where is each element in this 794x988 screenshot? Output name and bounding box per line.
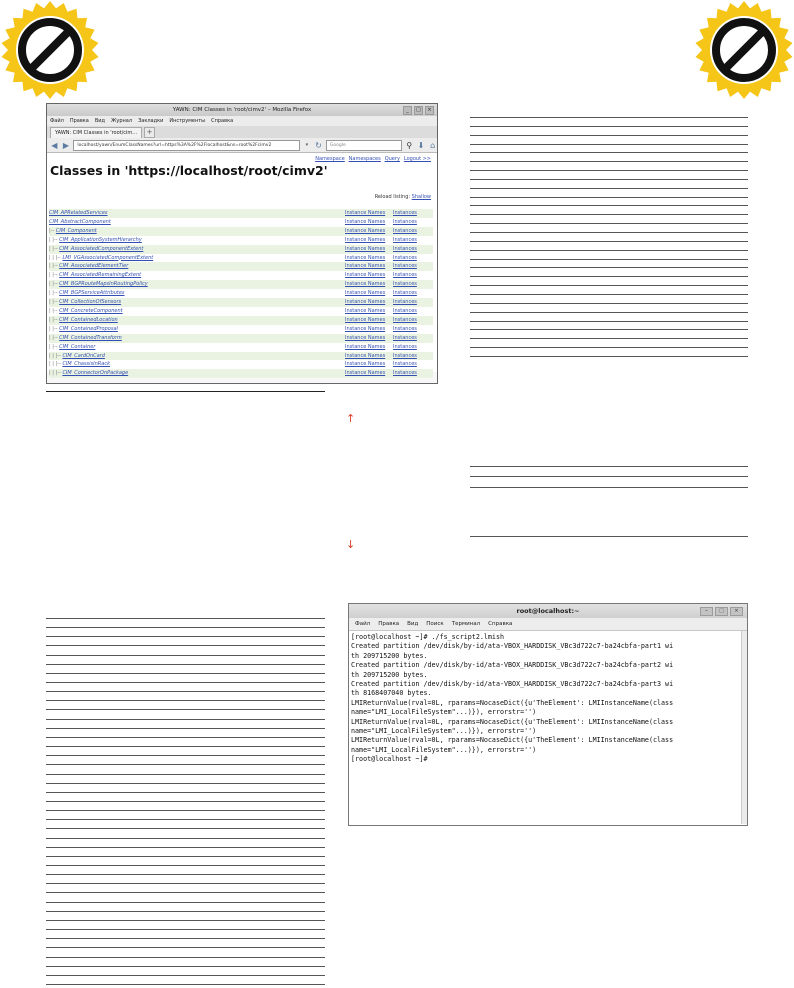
text-line	[470, 476, 748, 477]
page-title: Classes in 'https://localhost/root/cimv2'	[50, 163, 328, 178]
text-line	[46, 664, 325, 665]
tree-connector: | |--	[49, 307, 60, 314]
instance-names-link[interactable]: Instance Names	[345, 352, 393, 361]
terminal-line: LMIReturnValue(rval=0L, rparams=NocaseDict({u'TheElement': LMIInstanceName(class	[351, 698, 674, 707]
class-name-link[interactable]: CIM_BGPRouteMapsInRoutingPolicy	[59, 281, 148, 288]
text-line	[46, 920, 325, 921]
instances-link[interactable]: Instances	[393, 245, 433, 254]
maximize-icon[interactable]: □	[414, 106, 423, 115]
text-line	[46, 655, 325, 656]
text-line	[46, 838, 325, 839]
text-line	[46, 746, 325, 747]
text-line	[470, 197, 748, 198]
instance-names-link[interactable]: Instance Names	[345, 227, 393, 236]
class-row	[49, 360, 433, 369]
instances-link[interactable]: Instances	[393, 290, 417, 297]
terminal-menu-item[interactable]: Терминал	[451, 621, 481, 627]
text-line	[46, 865, 325, 866]
text-line	[470, 294, 748, 295]
class-name-link[interactable]: CIM_ContainedProposal	[59, 325, 118, 332]
terminal-menu-item[interactable]: Правка	[378, 621, 400, 627]
terminal-titlebar	[349, 604, 747, 618]
tree-connector: | | |--	[49, 352, 63, 359]
terminal-line: name="LMI_LocalFileSystem"...)}), errorstr='')	[351, 708, 537, 717]
top-link[interactable]: Logout >>	[403, 156, 431, 162]
class-row	[49, 227, 433, 236]
terminal-menu-item[interactable]: Вид	[407, 621, 419, 627]
class-name-link[interactable]: CIM_AbstractComponent	[49, 218, 111, 225]
tree-connector: | |--	[49, 343, 60, 350]
terminal-line: name="LMI_LocalFileSystem"...)}), errorstr='')	[351, 727, 537, 736]
top-link[interactable]: Query	[384, 156, 400, 162]
text-line	[46, 874, 325, 875]
text-line	[470, 179, 748, 180]
terminal-line: [root@localhost ~]#	[351, 755, 428, 764]
instance-names-link[interactable]: Instance Names	[345, 280, 393, 289]
minimize-icon[interactable]: –	[700, 607, 713, 616]
text-line	[46, 984, 325, 985]
browser-menu-item[interactable]: Вид	[94, 118, 105, 124]
browser-menu-item[interactable]: Инструменты	[169, 118, 206, 124]
class-row	[49, 245, 433, 254]
terminal-line: Created partition /dev/disk/by-id/ata-VBOX_HARDDISK_VBc3d722c7-ba24cbfa-part2 wi	[351, 661, 674, 670]
text-line	[470, 329, 748, 330]
text-line	[46, 728, 325, 729]
no-entry-badge-right	[694, 0, 794, 100]
text-line	[46, 966, 325, 967]
text-line	[470, 276, 748, 277]
terminal-menubar	[349, 618, 747, 631]
text-line	[470, 347, 748, 348]
class-row	[49, 334, 433, 343]
text-line	[470, 117, 748, 118]
instances-link[interactable]: Instances	[393, 307, 417, 314]
terminal-screenshot	[348, 603, 748, 826]
text-line	[470, 205, 748, 206]
text-line	[46, 774, 325, 775]
class-row	[49, 280, 433, 289]
search-icon[interactable]: ⚲	[406, 140, 413, 150]
text-line	[46, 636, 325, 637]
class-name-link[interactable]: CIM_APRelatedServices	[49, 210, 108, 216]
text-line	[470, 259, 748, 260]
text-line	[46, 929, 325, 930]
browser-titlebar	[47, 104, 437, 116]
browser-window-title: YAWN: CIM Classes in 'root/cimv2' – Mozilla Firefox	[172, 107, 312, 113]
terminal-menu-item[interactable]: Справка	[488, 621, 513, 627]
class-name-link[interactable]: CIM_Component	[55, 227, 97, 234]
class-row	[49, 343, 433, 352]
class-name-link[interactable]: LMI_VGAssociatedComponentExtent	[62, 254, 154, 261]
instances-link[interactable]: Instances	[393, 298, 433, 307]
text-line	[46, 975, 325, 976]
class-row	[49, 325, 433, 334]
reload-shallow-link[interactable]: Shallow	[411, 194, 431, 200]
top-links	[315, 156, 431, 162]
instances-link[interactable]: Instances	[393, 262, 433, 271]
text-line	[46, 957, 325, 958]
instance-names-link[interactable]: Instance Names	[345, 254, 386, 261]
terminal-line: Created partition /dev/disk/by-id/ata-VBOX_HARDDISK_VBc3d722c7-ba24cbfa-part3 wi	[351, 680, 674, 689]
class-row	[49, 369, 433, 378]
text-line	[46, 709, 325, 710]
tree-connector: | |--	[49, 316, 60, 323]
terminal-output[interactable]	[349, 631, 747, 765]
class-name-link[interactable]: CIM_BGPServiceAttributes	[59, 290, 125, 297]
text-line	[46, 819, 325, 820]
instances-link[interactable]: Instances	[393, 209, 433, 218]
instance-names-link[interactable]: Instance Names	[345, 343, 386, 350]
text-line	[46, 828, 325, 829]
terminal-menu-item[interactable]: Поиск	[426, 621, 444, 627]
class-row	[49, 262, 433, 271]
reload-listing	[375, 194, 431, 200]
class-name-link[interactable]: CIM_ConnectorOnPackage	[62, 370, 129, 377]
terminal-line: [root@localhost ~]# ./fs_script2.lmish	[351, 633, 504, 641]
text-line	[46, 902, 325, 903]
class-row	[49, 209, 433, 218]
instance-names-link[interactable]: Instance Names	[345, 361, 386, 368]
text-line	[470, 144, 748, 145]
terminal-line: Created partition /dev/disk/by-id/ata-VBOX_HARDDISK_VBc3d722c7-ba24cbfa-part1 wi	[351, 642, 674, 651]
terminal-line: th 209715200 bytes.	[351, 670, 428, 679]
class-row	[49, 254, 433, 263]
tree-connector: | |--	[49, 299, 60, 306]
text-line	[470, 223, 748, 224]
terminal-line: LMIReturnValue(rval=0L, rparams=NocaseDict({u'TheElement': LMIInstanceName(class	[351, 717, 674, 726]
tree-connector: |--	[49, 227, 56, 234]
text-line	[46, 682, 325, 683]
class-row	[49, 352, 433, 361]
class-name-link[interactable]: CIM_AssociatedComponentExtent	[59, 245, 144, 252]
text-line	[470, 487, 748, 488]
instances-link[interactable]: Instances	[393, 316, 433, 325]
text-line	[470, 338, 748, 339]
class-table	[49, 209, 433, 378]
tree-connector: | |--	[49, 245, 60, 252]
instances-link[interactable]: Instances	[393, 227, 433, 236]
class-name-link[interactable]: CIM_CardOnCard	[62, 352, 105, 359]
class-row	[49, 218, 433, 227]
instances-link[interactable]: Instances	[393, 361, 417, 368]
search-input[interactable]: Google	[326, 140, 402, 151]
instances-link[interactable]: Instances	[393, 254, 417, 261]
class-row	[49, 298, 433, 307]
tree-connector: | | |--	[49, 370, 63, 377]
browser-tab[interactable]: YAWN: CIM Classes in 'root/cim...	[50, 127, 142, 138]
text-line	[46, 810, 325, 811]
no-entry-badge-left	[0, 0, 100, 100]
tree-connector: | |--	[49, 290, 60, 297]
class-name-link[interactable]: CIM_AssociatedElementTier	[59, 263, 129, 270]
text-line	[46, 618, 325, 619]
text-line	[46, 645, 325, 646]
instance-names-link[interactable]: Instance Names	[345, 209, 393, 218]
text-line	[46, 911, 325, 912]
class-row	[49, 289, 433, 298]
instance-names-link[interactable]: Instance Names	[345, 325, 386, 332]
instance-names-link[interactable]: Instance Names	[345, 245, 393, 254]
reload-icon[interactable]: ↻	[315, 140, 322, 150]
class-name-link[interactable]: CIM_ConcreteComponent	[59, 307, 123, 314]
forward-icon[interactable]: ▶	[62, 140, 70, 150]
text-line	[46, 719, 325, 720]
text-line	[470, 356, 748, 357]
instances-link[interactable]: Instances	[393, 218, 417, 225]
browser-menu-item[interactable]: Справка	[211, 118, 234, 124]
text-line	[46, 883, 325, 884]
text-line	[470, 188, 748, 189]
url-bar[interactable]: localhost/yawn/EnumClassNames?url=https%3A%2F%2Flocalhost&ns=root%2Fcimv2	[73, 140, 299, 151]
close-icon[interactable]: ×	[425, 106, 434, 115]
no-entry-badge-icon	[694, 0, 794, 100]
text-line	[46, 755, 325, 756]
text-line	[46, 783, 325, 784]
terminal-title: root@localhost:~	[516, 607, 580, 615]
text-line	[470, 232, 748, 233]
terminal-line: name="LMI_LocalFileSystem"...)}), errorstr='')	[351, 745, 537, 754]
browser-page	[47, 153, 437, 377]
text-line	[470, 267, 748, 268]
terminal-line: th 8168407040 bytes.	[351, 689, 432, 698]
maximize-icon[interactable]: □	[715, 607, 728, 616]
instance-names-link[interactable]: Instance Names	[345, 316, 393, 325]
tree-connector: | | |--	[49, 254, 63, 261]
text-line	[470, 135, 748, 136]
class-name-link[interactable]: CIM_ContainedLocation	[59, 316, 118, 323]
text-line	[470, 466, 748, 467]
text-line	[46, 847, 325, 848]
text-line	[46, 673, 325, 674]
reload-label: Reload listing:	[374, 194, 411, 200]
text-line	[470, 321, 748, 322]
class-row	[49, 316, 433, 325]
class-row	[49, 236, 433, 245]
browser-menu-item[interactable]: Правка	[69, 118, 89, 124]
instance-names-link[interactable]: Instance Names	[345, 334, 393, 343]
terminal-line: th 209715200 bytes.	[351, 651, 428, 660]
text-line	[46, 938, 325, 939]
text-line	[46, 856, 325, 857]
text-line	[46, 764, 325, 765]
browser-menubar	[47, 116, 437, 126]
tree-connector: | |--	[49, 325, 60, 332]
terminal-menu-item[interactable]: Файл	[355, 621, 371, 627]
text-line	[470, 152, 748, 153]
no-entry-badge-icon	[0, 0, 100, 100]
instance-names-link[interactable]: Instance Names	[345, 298, 393, 307]
instances-link[interactable]: Instances	[393, 334, 433, 343]
instances-link[interactable]: Instances	[393, 236, 417, 243]
instance-names-link[interactable]: Instance Names	[345, 218, 386, 225]
text-line	[470, 312, 748, 313]
top-link[interactable]: Namespace	[315, 156, 345, 162]
class-name-link[interactable]: CIM_ContainedTransform	[59, 334, 122, 341]
class-row	[49, 307, 433, 316]
text-line	[46, 737, 325, 738]
browser-tabbar	[47, 126, 437, 138]
instance-names-link[interactable]: Instance Names	[345, 262, 393, 271]
browser-menu-item[interactable]: Закладки	[138, 118, 164, 124]
instances-link[interactable]: Instances	[393, 352, 433, 361]
class-row	[49, 271, 433, 280]
text-line	[470, 214, 748, 215]
text-line	[46, 947, 325, 948]
tree-connector: | | |--	[49, 361, 63, 368]
instances-link[interactable]: Instances	[393, 325, 417, 332]
tree-connector: | |--	[49, 334, 60, 341]
text-line	[46, 792, 325, 793]
text-line	[46, 700, 325, 701]
text-line	[470, 126, 748, 127]
text-line	[470, 170, 748, 171]
tree-connector: | |--	[49, 272, 60, 279]
class-name-link[interactable]: CIM_ApplicationSystemHierarchy	[59, 236, 142, 243]
text-line	[470, 285, 748, 286]
terminal-line: LMIReturnValue(rval=0L, rparams=NocaseDict({u'TheElement': LMIInstanceName(class	[351, 736, 674, 745]
browser-menu-item[interactable]: Журнал	[111, 118, 133, 124]
terminal-scrollbar[interactable]	[741, 631, 747, 824]
minimize-icon[interactable]: _	[403, 106, 412, 115]
class-name-link[interactable]: CIM_AssociatedRemainingExtent	[59, 272, 142, 279]
text-line	[470, 161, 748, 162]
instance-names-link[interactable]: Instance Names	[345, 369, 393, 378]
browser-navbar	[47, 138, 437, 153]
text-line	[46, 801, 325, 802]
top-link[interactable]: Namespaces	[348, 156, 381, 162]
text-line	[46, 391, 325, 392]
new-tab-button[interactable]: +	[144, 127, 155, 138]
class-name-link[interactable]: CIM_CollectionOfSensors	[59, 299, 122, 306]
download-icon[interactable]: ⬇	[417, 140, 425, 150]
text-line	[470, 536, 748, 537]
text-line	[46, 627, 325, 628]
close-icon[interactable]: ×	[730, 607, 743, 616]
arrow-up-icon: ↑	[346, 412, 356, 425]
instances-link[interactable]: Instances	[393, 280, 433, 289]
back-icon[interactable]: ◀	[51, 140, 58, 150]
firefox-screenshot	[46, 103, 438, 384]
text-line	[46, 691, 325, 692]
tree-connector: | |--	[49, 263, 60, 270]
instances-link[interactable]: Instances	[393, 343, 417, 350]
tree-connector: | |--	[49, 236, 60, 243]
browser-menu-item[interactable]: Файл	[50, 118, 64, 124]
instance-names-link[interactable]: Instance Names	[345, 272, 386, 279]
dropdown-icon[interactable]: ▾	[305, 142, 309, 148]
instances-link[interactable]: Instances	[393, 369, 433, 378]
home-icon[interactable]: ⌂	[430, 140, 436, 150]
text-line	[470, 241, 748, 242]
instances-link[interactable]: Instances	[393, 272, 417, 279]
instance-names-link[interactable]: Instance Names	[345, 290, 386, 297]
class-name-link[interactable]: CIM_ChassisInRack	[62, 361, 110, 368]
instance-names-link[interactable]: Instance Names	[345, 236, 386, 243]
class-name-link[interactable]: CIM_Container	[59, 343, 96, 350]
instance-names-link[interactable]: Instance Names	[345, 307, 386, 314]
text-line	[470, 303, 748, 304]
arrow-down-icon: ↓	[346, 538, 356, 551]
text-line	[470, 250, 748, 251]
tree-connector: | |--	[49, 281, 60, 288]
text-line	[46, 892, 325, 893]
